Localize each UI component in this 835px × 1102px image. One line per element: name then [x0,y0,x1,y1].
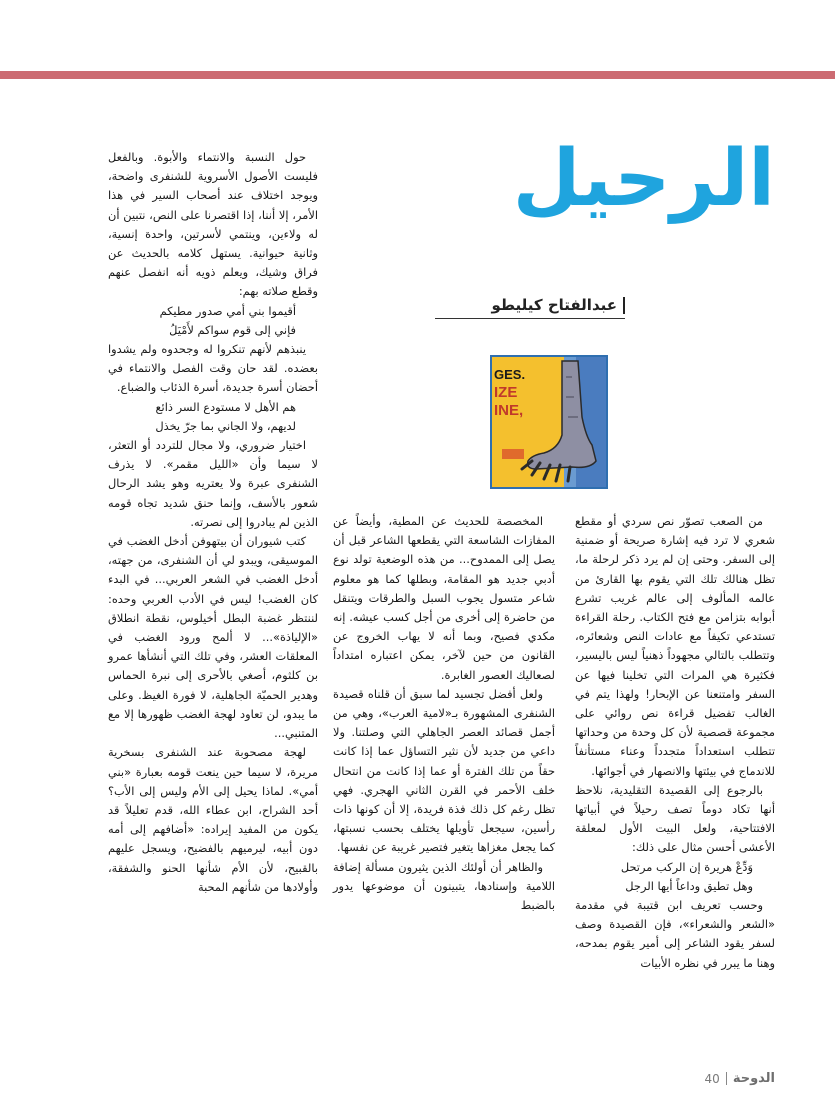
page-number: 40 [704,1071,720,1086]
artwork-text-3: INE, [494,402,524,419]
artwork-foot-illustration [492,357,606,487]
paragraph: حول النسبة والانتماء والأبوة. وبالفعل فليست الأصول الأسروية للشنفرى واضحة، ويوجد اختلاف عند أصحاب السير في هذا الأمر، إلا أننا، إذا اقتصرنا على النص، نتبين أن له ولاءين، وينتمي لأسرتين، واحدة إنسية، وثانية حيوانية. يستهل كلامه بالحديث عن فراق وشيك، ويعلم ذويه أنه انفصل عنهم وقطع صلاته بهم: [108,150,318,299]
author-name: عبدالفتاح كيليطو [491,296,617,314]
paragraph: من الصعب تصوّر نص سردي أو مقطع شعري لا ترد فيه إشارة صريحة أو ضمنية إلى السفر. وحتى إن لم يرد ذكر لرحلة ما، تظل هنالك تلك التي يقوم بها القارئ من عالمه المألوف إلى عالم غريب تشرع أبوابه بتزامن مع فتح الكتاب. رحلة القراءة تستدعي تكيفاً مع عادات النص وشعائره، وتتطلب بالتالي مجهوداً ذهنياً ليس باليسير، فكثيرة هي المرات التي تخلينا فيها عن السفر وامتنعنا عن الإبحار! ولهذا يتم في الغالب تفضيل قراءة نص روائي على مجموعة قصصية لأن كل وحدة من وحداتها تتطلب استعداداً متجدداً وعناء مستأنفاً للاندماج في بيئتها والانصهار في أجوائها. [575,514,775,778]
author-byline [435,296,625,319]
verse-line: هم الأهل لا مستودع السر ذائع [155,399,296,414]
verse-line: أقيموا بني أمي صدور مطيكم [159,303,296,318]
paragraph: ينبذهم لأنهم تنكروا له وجحدوه ولم يشدوا بعضده. لقد حان وقت الفصل والانتماء في أحضان أسرة جديدة، أسرة الذئاب والضباع. [108,342,318,395]
paragraph: وحسب تعريف ابن قتيبة في مقدمة «الشعر والشعراء»، فإن القصيدة وصف لسفر يقود الشاعر إلى أمير يقوم بمدحه، وهنا ما يبرر في نظره الأبيات [575,898,775,970]
verse-line: فإني إلى قوم سواكم لأَمْيَلُ [169,322,296,337]
paragraph: ولعل أفضل تجسيد لما سبق أن قلناه قصيدة الشنفرى المشهورة بـ«لامية العرب»، وهي من أجمل قصائد العصر الجاهلي التي وصلتنا. ولا داعي من جديد لأن نثير التساؤل عما إذا كانت حقاً من تلك الفترة أو عما إذا كانت من انتحال خلف الأحمر في القرن الثاني الهجري. فهي تظل رغم كل ذلك فذة فريدة، إلا أن كونها ذات رأسين، سيجعل تأويلها يختلف بحسب نسبتها، كما يجعل مغزاها يتغير فتصير غريبة عن نفسها. [333,686,555,855]
column-middle [333,512,555,915]
paragraph: كتب شيوران أن بيتهوفن أدخل الغضب في الموسيقى، ويبدو لي أن الشنفرى، من جهته، أدخل الغضب في الشعر العربي... في البدء كان الغضب! ليس في الأدب العربي وحده: لننتظر غضبة البطل أخيلوس، نقطة انطلاق «الإلياذة»... لا ألمح ورود الغضب في المعلقات العشر، وفي تلك التي أنشأها عمرو بن كلثوم، أصغي بالأحرى إلى نبرة الحماس وهدير الحميّة الجاهلية، لا فورة الغيظ. وعلى ما يبدو، لن تعاود لهجة الغضب ظهورها إلا مع المتنبي... [108,534,318,741]
top-accent-rule [0,71,835,79]
paragraph: لهجة مصحوبة عند الشنفرى بسخرية مريرة، لا سيما حين ينعت قومه بعبارة «بني أمي». لماذا يحيل إلى الأم وليس إلى الأب؟ أحد الشراح، ابن عطاء الله، قدم تعليلاً قد يكون من المفيد إيراده: «أضافهم إلى أمه دون أبيه، ليرميهم بالفضيح، ويسجل عليهم بالقبيح، لأن الأم شأنها الحنو والشفقة، وأولادها من شأنهم المحبة [108,745,318,894]
footer-separator [726,1072,727,1085]
artwork-image [490,355,608,489]
column-right [575,512,775,973]
paragraph: بالرجوع إلى القصيدة التقليدية، نلاحظ أنها تكاد دوماً تصف رحيلاً في أبياتها الافتتاحية، ولعل البيت الأول لمعلقة الأعشى أحسن مثال على ذلك: [575,782,775,855]
artwork-text-2: IZE [494,384,518,401]
page-footer [705,1071,775,1086]
paragraph: المخصصة للحديث عن المطية، وأيضاً عن المفازات الشاسعة التي يقطعها الشاعر قبل أن يصل إلى الممدوح... من هذه الوضعية تولد نوع أدبي جديد هو المقامة، وبطلها كما هو معلوم شاعر متسول يجوب السبل والطرقات ويتنقل من حاضرة إلى أخرى من أجل كسب عيشه. إنه مكدي فصيح، وبما أنه لا يهاب الخروج عن القانون من حين لآخر، يمكن اعتباره امتداداً لصعاليك العصور الغابرة. [333,514,555,682]
verse-line: وهل تطيق وداعاً أيها الرجل [625,878,753,893]
magazine-logo: الدوحة [732,1071,775,1086]
byline-bar [623,297,625,314]
article-title: الرحيل [512,134,775,224]
verse-line: وَدِّعْ هريرة إن الركب مرتحل [620,859,753,874]
column-left [108,148,318,897]
verse-line: لديهم، ولا الجاني بما جرّ يخذل [155,418,296,433]
paragraph: اختيار ضروري، ولا مجال للتردد أو التعثر، لا سيما وأن «الليل مقمر». لا يذرف الشنفرى عبرة ولا يعتريه وهو يشد الرحال شعور بالأسف، وإنما حنق شديد تجاه قومه الذين لم يبادروا إلى نصرته. [108,438,318,529]
artwork-text-1: GES. [494,367,526,382]
paragraph: والظاهر أن أولئك الذين يثيرون مسألة إضافة اللامية وإسنادها، يتبينون أن موضوعها يدور بالضبط [333,859,555,913]
